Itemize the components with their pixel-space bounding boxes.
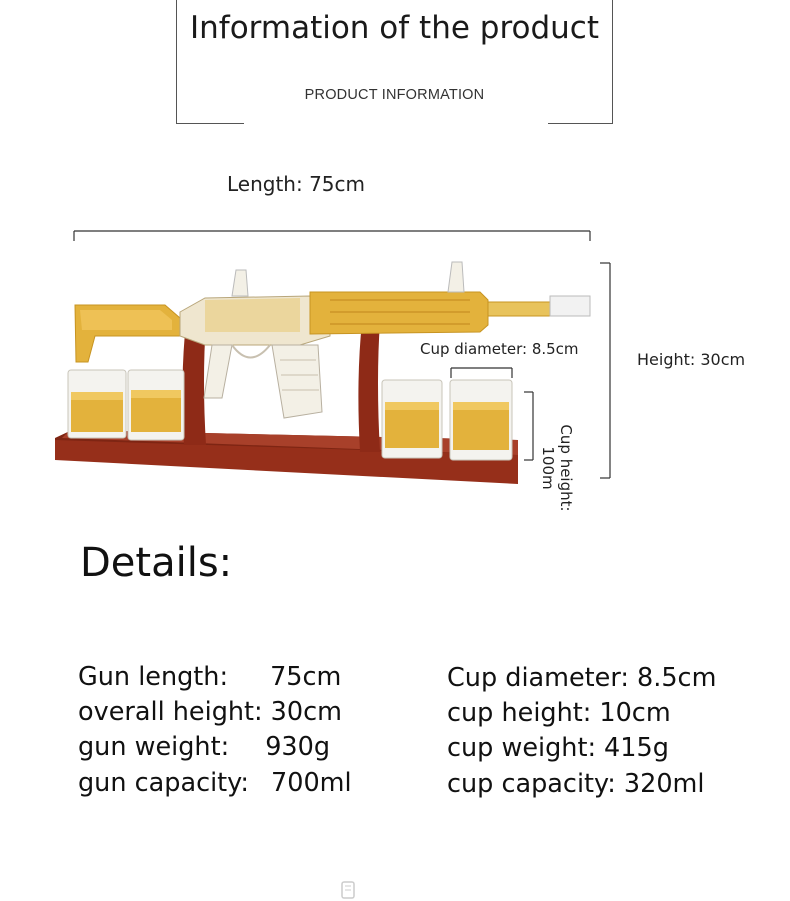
spec-label: gun capacity: (78, 768, 250, 798)
spec-gun-capacity (78, 768, 352, 798)
whisky-glass-3 (382, 380, 442, 458)
spec-label: Cup diameter: (447, 663, 629, 693)
height-label: Height: 30cm (637, 350, 746, 369)
spec-value: 30cm (270, 697, 342, 727)
cup-diameter-label: Cup diameter: 8.5cm (420, 340, 579, 358)
spec-cup-height (447, 698, 671, 728)
watermark-icon (340, 880, 356, 900)
spec-overall-height (78, 697, 342, 727)
spec-cup-capacity (447, 769, 704, 799)
cup-height-bracket (524, 392, 533, 460)
whisky-glass-2 (128, 370, 184, 440)
spec-cup-weight (447, 733, 669, 763)
spec-label: Gun length: (78, 662, 229, 692)
spec-label: cup capacity: (447, 769, 616, 799)
page-title: Information of the product (190, 10, 599, 46)
whisky-glass-4 (450, 380, 512, 460)
spec-value: 75cm (270, 662, 342, 692)
page-subtitle: PRODUCT INFORMATION (304, 87, 485, 103)
spec-gun-weight (78, 732, 330, 762)
height-bracket (600, 263, 610, 478)
spec-value: 8.5cm (637, 663, 717, 693)
details-heading: Details: (80, 540, 233, 586)
cup-height-label: Cup height: 100m (539, 424, 575, 512)
spec-label: overall height: (78, 697, 263, 727)
spec-label: cup height: (447, 698, 592, 728)
spec-label: gun weight: (78, 732, 230, 762)
whisky-glass-1 (68, 370, 126, 438)
length-bracket (74, 231, 590, 241)
spec-gun-length (78, 662, 341, 692)
spec-label: cup weight: (447, 733, 597, 763)
length-label: Length: 75cm (227, 172, 366, 196)
spec-value: 320ml (623, 769, 705, 799)
spec-value: 930g (265, 732, 331, 762)
spec-value: 10cm (599, 698, 671, 728)
cup-diameter-bracket (451, 368, 512, 378)
spec-value: 700ml (271, 768, 352, 798)
spec-cup-diameter (447, 663, 716, 693)
spec-value: 415g (604, 733, 669, 763)
